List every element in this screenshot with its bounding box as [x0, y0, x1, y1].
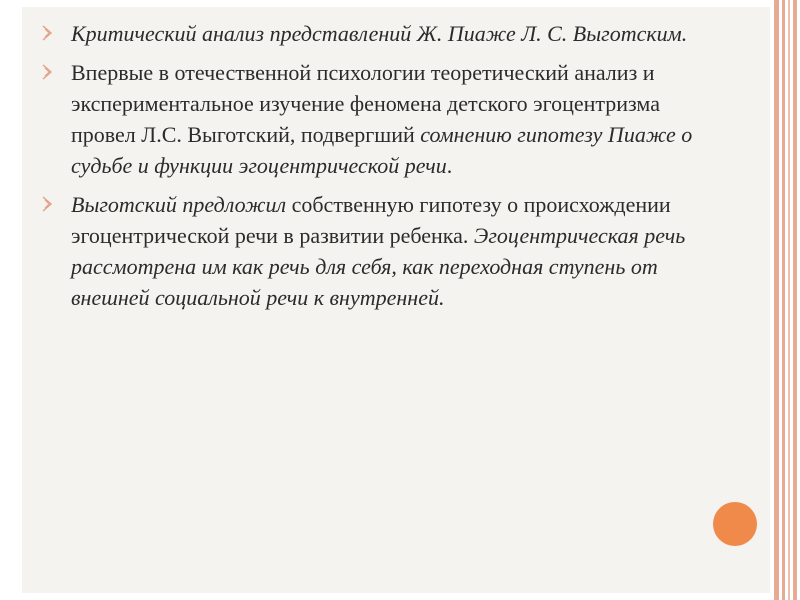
slide-content — [40, 18, 700, 321]
bullet-text-italic: Эгоцентрическая речь рассмотрена им как речь для себя, как переходная ступень от внешней социальной речи к внутренней. — [71, 223, 686, 310]
decorative-stripe — [782, 0, 785, 600]
bullet-text-italic: Выготский предложил — [71, 192, 287, 217]
bullet-text: собственную гипотезу о происхождении эгоцентрической речи в развитии ребенка. — [71, 192, 671, 248]
bullet-item — [40, 18, 700, 49]
bullet-text-italic: сомнению гипотезу Пиаже о судьбе и функции эгоцентрической речи — [71, 122, 693, 178]
diamond-bullet-icon — [42, 25, 53, 41]
bullet-text: . — [446, 153, 453, 178]
decorative-stripe — [774, 0, 779, 600]
diamond-bullet-icon — [42, 64, 53, 80]
bullet-item — [40, 57, 700, 181]
decorative-stripe — [793, 0, 797, 600]
accent-circle — [713, 502, 757, 546]
decorative-stripe — [788, 0, 790, 600]
bullet-text: Впервые в отечественной психологии теоретический анализ и экспериментальное изучение феномена детского эгоцентризма провел Л.С. Выготский, подвергший — [71, 60, 660, 147]
bullet-text: Критический анализ представлений Ж. Пиаже Л. С. Выготским. — [71, 21, 688, 46]
bullet-item — [40, 189, 700, 313]
diamond-bullet-icon — [42, 196, 53, 212]
